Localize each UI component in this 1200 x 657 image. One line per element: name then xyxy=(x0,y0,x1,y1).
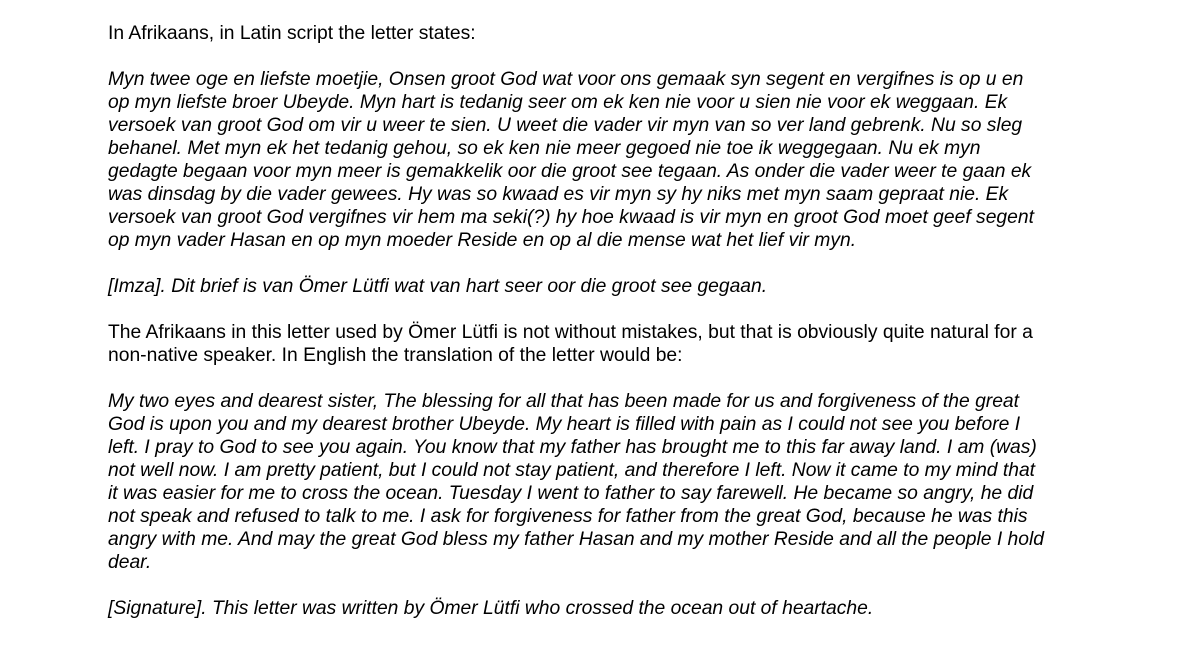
afrikaans-signature-paragraph: [Imza]. Dit brief is van Ömer Lütfi wat van hart seer oor die groot see gegaan. xyxy=(108,276,768,297)
english-letter-paragraph xyxy=(108,390,1108,574)
english-letter-line: God is upon you and my dearest brother Ubeyde. My heart is filled with pain as I could not see you before I xyxy=(108,414,1021,435)
afrikaans-letter-line: op myn liefste broer Ubeyde. Myn hart is tedanig seer om ek ken nie voor u sien nie voor ek weggaan. Ek xyxy=(108,92,1008,113)
english-letter-line: not speak and refused to talk to me. I ask for forgiveness for father from the great God, because he was this xyxy=(108,506,1028,527)
english-letter-line: My two eyes and dearest sister, The blessing for all that has been made for us and forgiveness of the great xyxy=(108,391,1020,412)
afrikaans-letter-paragraph xyxy=(108,68,1108,252)
afrikaans-letter-line: op myn vader Hasan en op myn moeder Reside en op al die mense wat het lief vir myn. xyxy=(108,230,857,251)
afrikaans-letter-line: versoek van groot God om vir u weer te sien. U weet die vader vir myn van so ver land gebrenk. Nu so sleg xyxy=(108,115,1023,136)
afrikaans-letter-line: behanel. Met myn ek het tedanig gehou, so ek ken nie meer gegoed nie toe ik weggegaan. Nu ek myn xyxy=(108,138,981,159)
english-letter-line: it was easier for me to cross the ocean. Tuesday I went to father to say farewell. He became so angry, he did xyxy=(108,483,1034,504)
english-letter-line: dear. xyxy=(108,552,152,573)
english-letter-line: not well now. I am pretty patient, but I could not stay patient, and therefore I left. Now it came to my mind that xyxy=(108,460,1036,481)
afrikaans-letter-line: was dinsdag by die vader gewees. Hy was so kwaad es vir myn sy hy niks met myn saam gepraat nie. Ek xyxy=(108,184,1009,205)
afrikaans-letter-line: Myn twee oge en liefste moetjie, Onsen groot God wat voor ons gemaak syn segent en vergifnes is op u en xyxy=(108,69,1024,90)
afrikaans-letter-line: gedagte begaan voor myn meer is gemakkelik oor die groot see tegaan. As onder die vader weer te gaan ek xyxy=(108,161,1032,182)
intro-paragraph: In Afrikaans, in Latin script the letter states: xyxy=(108,23,476,44)
english-signature-paragraph: [Signature]. This letter was written by Ömer Lütfi who crossed the ocean out of heartache. xyxy=(108,598,874,619)
afrikaans-letter-line: versoek van groot God vergifnes vir hem ma seki(?) hy hoe kwaad is vir myn en groot God moet geef segent xyxy=(108,207,1034,228)
commentary-line: non-native speaker. In English the translation of the letter would be: xyxy=(108,345,683,366)
english-letter-line: left. I pray to God to see you again. You know that my father has brought me to this far away land. I am (was) xyxy=(108,437,1037,458)
commentary-line: The Afrikaans in this letter used by Ömer Lütfi is not without mistakes, but that is obviously quite natural for a xyxy=(108,322,1033,343)
commentary-paragraph xyxy=(108,321,1108,367)
english-letter-line: angry with me. And may the great God bless my father Hasan and my mother Reside and all the people I hold xyxy=(108,529,1044,550)
document-page xyxy=(108,22,1108,643)
